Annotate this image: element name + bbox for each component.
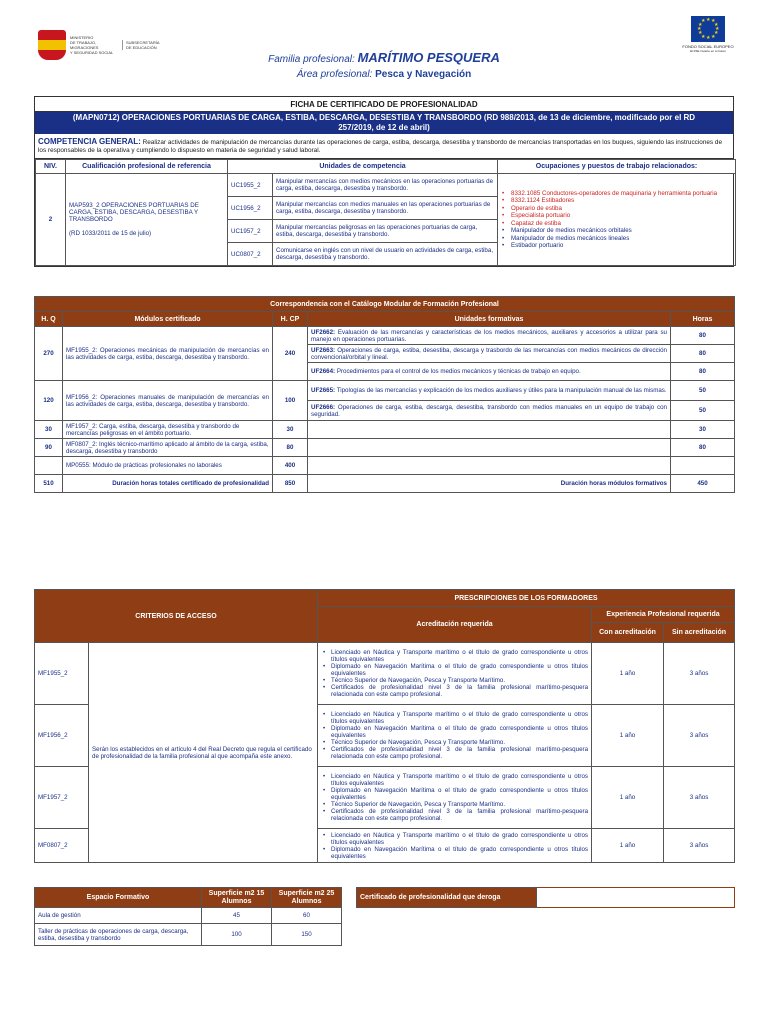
con-value: 1 año	[592, 767, 664, 829]
mf-code: MF1957_2	[35, 767, 89, 829]
eu-logo	[680, 16, 736, 53]
uf-horas: 80	[671, 327, 735, 345]
cualificacion-rd: (RD 1033/2011 de 15 de julio)	[69, 230, 152, 237]
acreditacion-item: • Diplomado en Navegación Marítima o el título de grado correspondiente u otros títulos equivalentes	[321, 787, 588, 801]
uf-code: UF2662:	[311, 328, 336, 336]
prescripciones-title: PRESCRIPCIONES DE LOS FORMADORES	[318, 590, 735, 607]
total-label: Duración horas totales certificado de profesionalidad	[63, 475, 273, 493]
uf-cell	[308, 381, 671, 401]
sin-value: 3 años	[664, 643, 735, 705]
acreditacion-item: • Diplomado en Navegación Marítima o el título de grado correspondiente u otros títulos equivalentes	[321, 846, 588, 860]
uf-code: UF2665:	[311, 387, 336, 394]
hcp-value: 240	[273, 327, 308, 381]
area-label: Área profesional:	[296, 69, 373, 80]
total-uf-label: Duración horas módulos formativos	[308, 475, 671, 493]
acreditacion-item: • Licenciado en Náutica y Transporte marítimo o el título de grado correspondiente u otros títulos equivalentes	[321, 832, 588, 846]
s15-value: 100	[202, 924, 272, 946]
acreditacion-item: • Diplomado en Navegación Marítima o el título de grado correspondiente u otros títulos equivalentes	[321, 725, 588, 739]
ministry-line-2: DE TRABAJO, MIGRACIONES	[70, 40, 99, 50]
competencia-text: Realizar actividades de manipulación de mercancías durante las operaciones de carga, estiba, descarga, desestiba y transbordo de mercancías transportadas en los buques, siguiendo las instrucciones de los responsables de la operativa y cumpliendo lo dispuesto en materia de seguridad y salud laboral.	[38, 139, 723, 154]
acreditacion-item: • Licenciado en Náutica y Transporte marítimo o el título de grado correspondiente u otros títulos equivalentes	[321, 649, 588, 663]
modulo-text: MF1957_2: Carga, estiba, descarga, desestiba y transbordo de mercancías peligrosas en el ámbito portuario.	[63, 421, 273, 439]
certificate-title-band: (MAPN0712) OPERACIONES PORTUARIAS DE CARGA, ESTIBA, DESCARGA, DESESTIBA Y TRANSBORDO (RD 988/2013, de 13 de diciembre, modificado por el RD 257/2019, de 12 de abril)	[35, 112, 733, 134]
uf-code: UF2666:	[311, 403, 336, 411]
ministry-line-1: MINISTERIO	[70, 35, 94, 40]
espacio-formativo-table	[34, 887, 342, 946]
acreditacion-list	[321, 832, 588, 860]
nivel-value: 2	[36, 174, 66, 266]
modular-catalog-table	[34, 296, 735, 493]
header-niv: NIV.	[36, 160, 66, 174]
uf-text: Operaciones de carga, estiba, descarga, desestiba, transbordo con medios manuales en un equipo de trabajo con seguridad.	[311, 403, 667, 418]
acreditacion-item: • Técnico Superior de Navegación, Pesca y Transporte Marítimo.	[321, 801, 588, 808]
uf-code: UF2664:	[311, 368, 336, 375]
occupation-item: • Capataz de estiba	[501, 220, 732, 227]
uf-text: Procedimientos para el control de los medios mecánicos y técnicas de trabajo en equipo.	[336, 368, 581, 375]
unit-code: UC0807_2	[228, 243, 273, 266]
certificado-deroga-table	[356, 887, 735, 908]
ficha-title: FICHA DE CERTIFICADO DE PROFESIONALIDAD	[35, 97, 733, 112]
uf-horas: 80	[671, 363, 735, 381]
header-hcp: H. CP	[273, 312, 308, 327]
uf-horas: 30	[671, 421, 735, 439]
occupation-item: • Operario de estiba	[501, 205, 732, 212]
acreditacion-cell	[318, 767, 592, 829]
qualification-table	[35, 159, 736, 266]
acreditacion-item: • Certificados de profesionalidad nivel 3 de la familia profesional marítimo-pesquera relacionada con este campo profesional.	[321, 746, 588, 760]
acreditacion-item: • Licenciado en Náutica y Transporte marítimo o el título de grado correspondiente u otros títulos equivalentes	[321, 711, 588, 725]
unit-text: Manipular mercancías con medios manuales en las operaciones portuarias de carga, estiba, descarga, desestiba y transbordo.	[273, 197, 498, 220]
acreditacion-item: • Diplomado en Navegación Marítima o el título de grado correspondiente u otros títulos equivalentes	[321, 663, 588, 677]
header-modulos: Módulos certificado	[63, 312, 273, 327]
uf-cell	[308, 457, 671, 475]
espacio-name: Taller de prácticas de operaciones de carga, descarga, estiba, desestiba y transbordo	[35, 924, 202, 946]
sub-line-2: DE EDUCACIÓN	[126, 45, 157, 50]
occupation-item: • Estibador portuario	[501, 242, 732, 249]
espacio-name: Aula de gestión	[35, 908, 202, 924]
unit-text: Manipular mercancías peligrosas en las operaciones portuarias de carga, estiba, descarga, desestiba y transbordo.	[273, 220, 498, 243]
acreditacion-cell	[318, 829, 592, 863]
criterios-table	[34, 589, 735, 863]
modulo-text: MF1956_2: Operaciones manuales de manipulación de mercancías en las actividades de carga, estiba, descarga, desestiba y transbordo.	[63, 381, 273, 421]
uf-cell	[308, 363, 671, 381]
acreditacion-header: Acreditación requerida	[318, 607, 592, 643]
unit-code: UC1957_2	[228, 220, 273, 243]
header-cualificacion: Cualificación profesional de referencia	[66, 160, 228, 174]
modular-title: Correspondencia con el Catálogo Modular de Formación Profesional	[35, 297, 735, 312]
acreditacion-cell	[318, 643, 592, 705]
uf-cell	[308, 439, 671, 457]
hcp-value: 400	[273, 457, 308, 475]
sin-value: 3 años	[664, 767, 735, 829]
header-s15: Superficie m2 15 Alumnos	[202, 888, 272, 908]
occupation-item: • 8332.1085 Conductores-operadores de maquinaria y herramienta portuaria	[501, 190, 732, 197]
total-hcp: 850	[273, 475, 308, 493]
hq-value: 120	[35, 381, 63, 421]
sin-value: 3 años	[664, 705, 735, 767]
mf-code: MF1956_2	[35, 705, 89, 767]
uf-horas	[671, 457, 735, 475]
occupations-cell	[498, 174, 736, 266]
con-value: 1 año	[592, 829, 664, 863]
uf-text: Tipologías de las mercancías y explicación de los medios auxiliares y útiles para la manipulación manual de las mismas.	[336, 387, 667, 394]
sin-value: 3 años	[664, 829, 735, 863]
header-unidades: Unidades de competencia	[228, 160, 498, 174]
modulo-text: MF1955_2: Operaciones mecánicas de manipulación de mercancías en las actividades de carga, estiba, descarga, desestiba y transbordo.	[63, 327, 273, 381]
total-horas: 450	[671, 475, 735, 493]
uf-cell	[308, 327, 671, 345]
ficha-certificado	[34, 96, 734, 267]
area-profesional	[0, 69, 768, 80]
deroga-label: Certificado de profesionalidad que deroga	[357, 888, 537, 908]
con-acreditacion-header: Con acreditación	[592, 623, 664, 643]
cualificacion-name: MAP593_2 OPERACIONES PORTUARIAS DE CARGA, ESTIBA, DESCARGA, DESESTIBA Y TRANSBORDO	[69, 202, 199, 223]
acreditacion-item: • Certificados de profesionalidad nivel 3 de la familia profesional marítimo-pesquera relacionada con este campo profesional.	[321, 684, 588, 698]
acreditacion-item: • Técnico Superior de Navegación, Pesca y Transporte Marítimo.	[321, 739, 588, 746]
competencia-general	[35, 134, 733, 159]
uf-horas: 80	[671, 439, 735, 457]
eu-flag-icon: ★ ★ ★ ★ ★ ★ ★ ★ ★ ★ ★ ★	[691, 16, 725, 42]
s25-value: 60	[272, 908, 342, 924]
s25-value: 150	[272, 924, 342, 946]
uf-horas: 80	[671, 345, 735, 363]
acreditacion-cell	[318, 705, 592, 767]
header-ocupaciones: Ocupaciones y puestos de trabajo relacionados:	[498, 160, 736, 174]
ministry-line-3: Y SEGURIDAD SOCIAL	[70, 50, 114, 55]
sin-acreditacion-header: Sin acreditación	[664, 623, 735, 643]
header-horas: Horas	[671, 312, 735, 327]
hq-value	[35, 457, 63, 475]
access-criteria-text: Serán los establecidos en el artículo 4 del Real Decreto que regula el certificado de profesionalidad de la familia profesional al que acompaña este anexo.	[89, 643, 318, 863]
mf-code: MF1955_2	[35, 643, 89, 705]
cualificacion-cell	[66, 174, 228, 266]
uf-horas: 50	[671, 381, 735, 401]
uf-text: Operaciones de carga, estiba, desestiba, descarga y trasbordo de las mercancías con medios mecánicos de dirección convencional/orbital y lineal.	[311, 346, 667, 361]
uf-cell	[308, 401, 671, 421]
familia-value: MARÍTIMO PESQUERA	[357, 50, 500, 65]
uf-horas: 50	[671, 401, 735, 421]
header-espacio: Espacio Formativo	[35, 888, 202, 908]
hcp-value: 100	[273, 381, 308, 421]
unit-text: Comunicarse en inglés con un nivel de usuario en actividades de carga, estiba, descarga, desestiba y transbordo.	[273, 243, 498, 266]
acreditacion-item: • Licenciado en Náutica y Transporte marítimo o el título de grado correspondiente u otros títulos equivalentes	[321, 773, 588, 787]
uf-cell	[308, 421, 671, 439]
deroga-value	[537, 888, 735, 908]
eu-fund-name: FONDO SOCIAL EUROPEO	[682, 44, 734, 49]
total-hq: 510	[35, 475, 63, 493]
unit-code: UC1956_2	[228, 197, 273, 220]
hcp-value: 30	[273, 421, 308, 439]
unit-text: Manipular mercancías con medios mecánicos en las operaciones portuarias de carga, estiba, descarga, desestiba y transbordo.	[273, 174, 498, 197]
eu-fund-slogan: El FSE invierte en tu futuro	[690, 49, 726, 53]
acreditacion-item: • Certificados de profesionalidad nivel 3 de la familia profesional marítimo-pesquera relacionada con este campo profesional.	[321, 808, 588, 822]
acreditacion-list	[321, 773, 588, 822]
header-s25: Superficie m2 25 Alumnos	[272, 888, 342, 908]
competencia-label: COMPETENCIA GENERAL:	[38, 137, 141, 146]
acreditacion-list	[321, 649, 588, 698]
unit-code: UC1955_2	[228, 174, 273, 197]
s15-value: 45	[202, 908, 272, 924]
con-value: 1 año	[592, 705, 664, 767]
modulo-text: MF0807_2: Inglés técnico-marítimo aplicado al ámbito de la carga, estiba, descarga, desestiba y transbordo	[63, 439, 273, 457]
hq-value: 30	[35, 421, 63, 439]
criterios-title: CRITERIOS DE ACCESO	[35, 590, 318, 643]
sub-line-1: SUBSECRETARÍA	[126, 40, 160, 45]
acreditacion-list	[321, 711, 588, 760]
con-value: 1 año	[592, 643, 664, 705]
modulo-text: MP0555: Módulo de prácticas profesionales no laborales	[63, 457, 273, 475]
familia-profesional	[0, 50, 768, 65]
hq-value: 270	[35, 327, 63, 381]
uf-cell	[308, 345, 671, 363]
header-uf: Unidades formativas	[308, 312, 671, 327]
header-hq: H. Q	[35, 312, 63, 327]
hcp-value: 80	[273, 439, 308, 457]
occupation-item: • Manipulador de medios mecánicos lineales	[501, 235, 732, 242]
mf-code: MF0807_2	[35, 829, 89, 863]
uf-text: Evaluación de las mercancías y características de los medios mecánicos, auxiliares y accesorios a utilizar para su manejo en operaciones portuarias.	[311, 328, 667, 343]
hq-value: 90	[35, 439, 63, 457]
occupation-item: • Especialista portuario	[501, 212, 732, 219]
occupations-list	[501, 190, 732, 250]
familia-label: Familia profesional:	[268, 54, 355, 65]
acreditacion-item: • Técnico Superior de Navegación, Pesca y Transporte Marítimo.	[321, 677, 588, 684]
uf-code: UF2663:	[311, 346, 336, 354]
area-value: Pesca y Navegación	[375, 69, 472, 80]
subsecretaria-name	[122, 40, 160, 50]
experiencia-header: Experiencia Profesional requerida	[592, 607, 735, 623]
occupation-item: • Manipulador de medios mecánicos orbitales	[501, 227, 732, 234]
occupation-item: • 8332.1124 Estibadores	[501, 197, 732, 204]
